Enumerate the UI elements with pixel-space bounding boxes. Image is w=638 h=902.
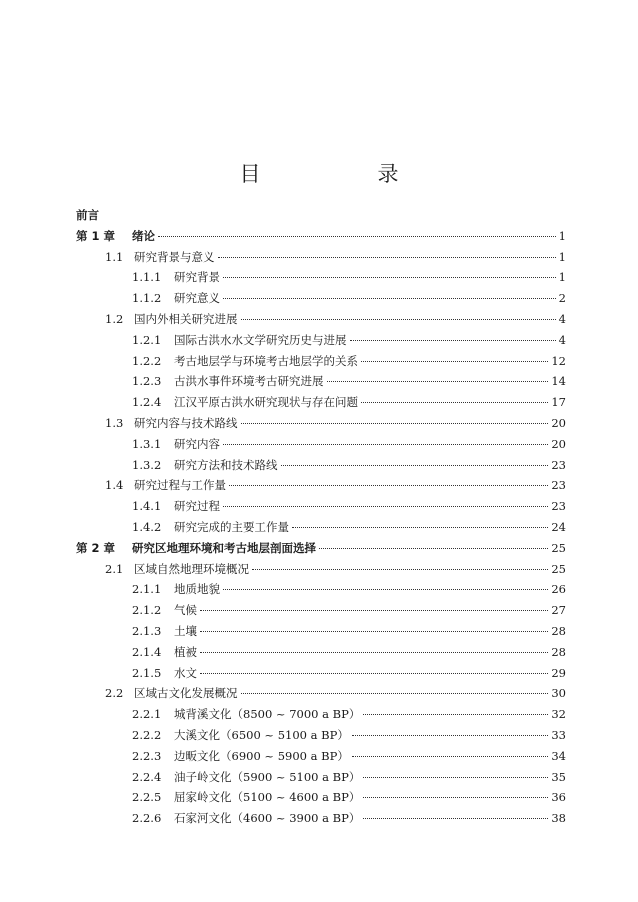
- toc-entry-title: 前言: [76, 208, 99, 222]
- dot-leader: [223, 506, 548, 507]
- dot-leader: [218, 257, 556, 258]
- toc-entry-subsection: [76, 455, 566, 476]
- toc-entry-number: 2.2.5: [132, 790, 162, 805]
- toc-entry-number: 2.1.3: [132, 623, 162, 638]
- toc-entry-number: 2.2.1: [132, 707, 162, 722]
- toc-entry-subsection: [76, 704, 566, 725]
- toc-entry-number: 2.1: [105, 561, 124, 576]
- toc-entry-page-number: 28: [551, 623, 566, 638]
- toc-entry-title: 水文: [174, 665, 197, 680]
- toc-entry-title: 屈家岭文化（5100 ~ 4600 a BP）: [174, 790, 361, 805]
- toc-entry-page-number: 32: [551, 707, 566, 722]
- toc-entry-number: 2.1.5: [132, 665, 162, 680]
- toc-entry-title: 区域自然地理环境概况: [134, 561, 249, 576]
- toc-entry-title: 研究过程与工作量: [134, 478, 226, 493]
- dot-leader: [281, 465, 549, 466]
- toc-entry-number: 1.4.1: [132, 499, 162, 514]
- toc-entry-page-number: 23: [551, 457, 566, 472]
- toc-entry-page-number: 35: [551, 769, 566, 784]
- toc-entry-subsection: [76, 767, 566, 788]
- toc-entry-number: 2.1.4: [132, 644, 162, 659]
- dot-leader: [361, 402, 548, 403]
- toc-entry-subsection: [76, 288, 566, 309]
- toc-entry-page-number: 24: [551, 519, 566, 534]
- page-title: 目 录: [239, 162, 447, 186]
- toc-entry-page-number: 30: [551, 686, 566, 701]
- toc-entry-page-number: 23: [551, 478, 566, 493]
- toc-entry-title: 研究完成的主要工作量: [174, 519, 289, 534]
- toc-entry-subsection: [76, 496, 566, 517]
- toc-entry-title: 研究方法和技术路线: [174, 457, 278, 472]
- toc-entry-number: 2.1.1: [132, 582, 162, 597]
- toc-entry-page-number: 27: [551, 603, 566, 618]
- toc-entry-number: 1.2.1: [132, 332, 162, 347]
- dot-leader: [319, 548, 548, 549]
- toc-entry-page-number: 26: [551, 582, 566, 597]
- dot-leader: [241, 319, 556, 320]
- toc-entry-page-number: 33: [551, 727, 566, 742]
- toc-entry-number: 1.2: [105, 311, 124, 326]
- toc-entry-number: 1.1: [105, 249, 124, 264]
- toc-entry-number: 2.2: [105, 686, 124, 701]
- toc-entry-subsection: [76, 517, 566, 538]
- toc-entry-section: [76, 247, 566, 268]
- toc-entry-page-number: 25: [551, 561, 566, 576]
- toc-entry-page-number: 1: [558, 249, 566, 264]
- toc-entry-number: 2.2.2: [132, 727, 162, 742]
- dot-leader: [350, 340, 556, 341]
- dot-leader: [363, 777, 548, 778]
- toc-entry-number: 1.2.4: [132, 395, 162, 410]
- toc-entry-number: 1.2.2: [132, 353, 162, 368]
- toc-entry-subsection: [76, 746, 566, 767]
- toc-entry-title: 古洪水事件环境考古研究进展: [174, 374, 324, 389]
- toc-entry-number: 2.2.3: [132, 748, 162, 763]
- toc-entry-title: 边畈文化（6900 ~ 5900 a BP）: [174, 748, 349, 763]
- toc-entry-subsection: [76, 392, 566, 413]
- toc-entry-title: 研究内容: [174, 436, 220, 451]
- toc-entry-section: [76, 559, 566, 580]
- toc-entry-page-number: 36: [551, 790, 566, 805]
- toc-entry-page-number: 2: [558, 291, 566, 306]
- toc-entry-title: 土壤: [174, 623, 197, 638]
- toc-entry-number: 1.1.2: [132, 291, 162, 306]
- toc-entry-subsection: [76, 330, 566, 351]
- toc-entry-section: [76, 475, 566, 496]
- dot-leader: [292, 527, 548, 528]
- dot-leader: [352, 735, 549, 736]
- toc-entry-page-number: 14: [551, 374, 566, 389]
- dot-leader: [363, 818, 548, 819]
- dot-leader: [327, 381, 549, 382]
- toc-entry-number: 第 2 章: [76, 540, 116, 555]
- dot-leader: [223, 589, 548, 590]
- toc-entry-number: 1.3.1: [132, 436, 162, 451]
- toc-entry-title: 研究意义: [174, 291, 220, 306]
- dot-leader: [200, 631, 548, 632]
- toc-entry-number: 1.3: [105, 415, 124, 430]
- toc-entry-number: 2.2.4: [132, 769, 162, 784]
- dot-leader: [158, 236, 556, 237]
- dot-leader: [200, 673, 548, 674]
- toc-entry-number: 1.4.2: [132, 519, 162, 534]
- dot-leader: [223, 277, 556, 278]
- toc-entry-title: 研究过程: [174, 499, 220, 514]
- toc-entry-number: 2.2.6: [132, 811, 162, 826]
- toc-entry-chapter: [76, 226, 566, 247]
- toc-entry-title: 考古地层学与环境考古地层学的关系: [174, 353, 358, 368]
- toc-entry-subsection: [76, 808, 566, 829]
- toc-entry-subsection: [76, 621, 566, 642]
- dot-leader: [241, 423, 549, 424]
- toc-entry-page-number: 20: [551, 436, 566, 451]
- dot-leader: [352, 756, 549, 757]
- toc-entry-number: 1.2.3: [132, 374, 162, 389]
- toc-entry-number: 1.1.1: [132, 270, 162, 285]
- toc-entry-subsection: [76, 267, 566, 288]
- toc-entry-number: 第 1 章: [76, 228, 116, 243]
- toc-entry-page-number: 1: [558, 270, 566, 285]
- toc-entry-subsection: [76, 371, 566, 392]
- toc-entry-title: 石家河文化（4600 ~ 3900 a BP）: [174, 811, 361, 826]
- toc-entry-title: 研究背景: [174, 270, 220, 285]
- toc-entry-subsection: [76, 434, 566, 455]
- toc-entry-subsection: [76, 787, 566, 808]
- toc-entry-title: 油子岭文化（5900 ~ 5100 a BP）: [174, 769, 361, 784]
- toc-entry-page-number: 23: [551, 499, 566, 514]
- dot-leader: [241, 693, 549, 694]
- toc-entry-title: 国际古洪水水文学研究历史与进展: [174, 332, 347, 347]
- toc-entry-title: 研究内容与技术路线: [134, 415, 238, 430]
- toc-entry-title: 研究区地理环境和考古地层剖面选择: [132, 540, 316, 555]
- dot-leader: [223, 444, 548, 445]
- dot-leader: [363, 797, 548, 798]
- toc-entry-title: 区域古文化发展概况: [134, 686, 238, 701]
- toc-entry-section: [76, 309, 566, 330]
- toc-entry-section: [76, 683, 566, 704]
- toc-entry-title: 地质地貌: [174, 582, 220, 597]
- toc-entry-page-number: 20: [551, 415, 566, 430]
- toc-entry-subsection: [76, 351, 566, 372]
- toc-entry-page-number: 4: [558, 332, 566, 347]
- toc-entry-title: 气候: [174, 603, 197, 618]
- toc-entry-title: 绪论: [132, 228, 155, 243]
- dot-leader: [363, 714, 548, 715]
- toc-entry-page-number: 25: [551, 540, 566, 555]
- toc-entry-title: 大溪文化（6500 ~ 5100 a BP）: [174, 727, 349, 742]
- dot-leader: [200, 652, 548, 653]
- toc-entry-chapter: [76, 538, 566, 559]
- toc-entry-section: [76, 413, 566, 434]
- toc-entry-title: 研究背景与意义: [134, 249, 215, 264]
- toc-entry-number: 2.1.2: [132, 603, 162, 618]
- toc-entry-page-number: 38: [551, 811, 566, 826]
- dot-leader: [200, 610, 548, 611]
- toc-entry-page-number: 12: [551, 353, 566, 368]
- toc-entry-page-number: 34: [551, 748, 566, 763]
- toc-entry-page-number: 28: [551, 644, 566, 659]
- dot-leader: [361, 361, 548, 362]
- toc-entry-subsection: [76, 725, 566, 746]
- toc-entry-title: 国内外相关研究进展: [134, 311, 238, 326]
- toc-entry-number: 1.3.2: [132, 457, 162, 472]
- table-of-contents: [76, 205, 566, 829]
- toc-entry-title: 植被: [174, 644, 197, 659]
- toc-entry-page-number: 1: [558, 228, 566, 243]
- toc-entry-page-number: 4: [558, 311, 566, 326]
- toc-entry-preface: [76, 205, 566, 226]
- toc-entry-subsection: [76, 600, 566, 621]
- dot-leader: [229, 485, 548, 486]
- dot-leader: [223, 298, 556, 299]
- toc-entry-subsection: [76, 642, 566, 663]
- dot-leader: [252, 569, 548, 570]
- toc-entry-number: 1.4: [105, 478, 124, 493]
- toc-entry-subsection: [76, 663, 566, 684]
- toc-entry-title: 城背溪文化（8500 ~ 7000 a BP）: [174, 707, 361, 722]
- toc-entry-subsection: [76, 579, 566, 600]
- toc-entry-page-number: 29: [551, 665, 566, 680]
- toc-entry-page-number: 17: [551, 395, 566, 410]
- toc-entry-title: 江汉平原古洪水研究现状与存在问题: [174, 395, 358, 410]
